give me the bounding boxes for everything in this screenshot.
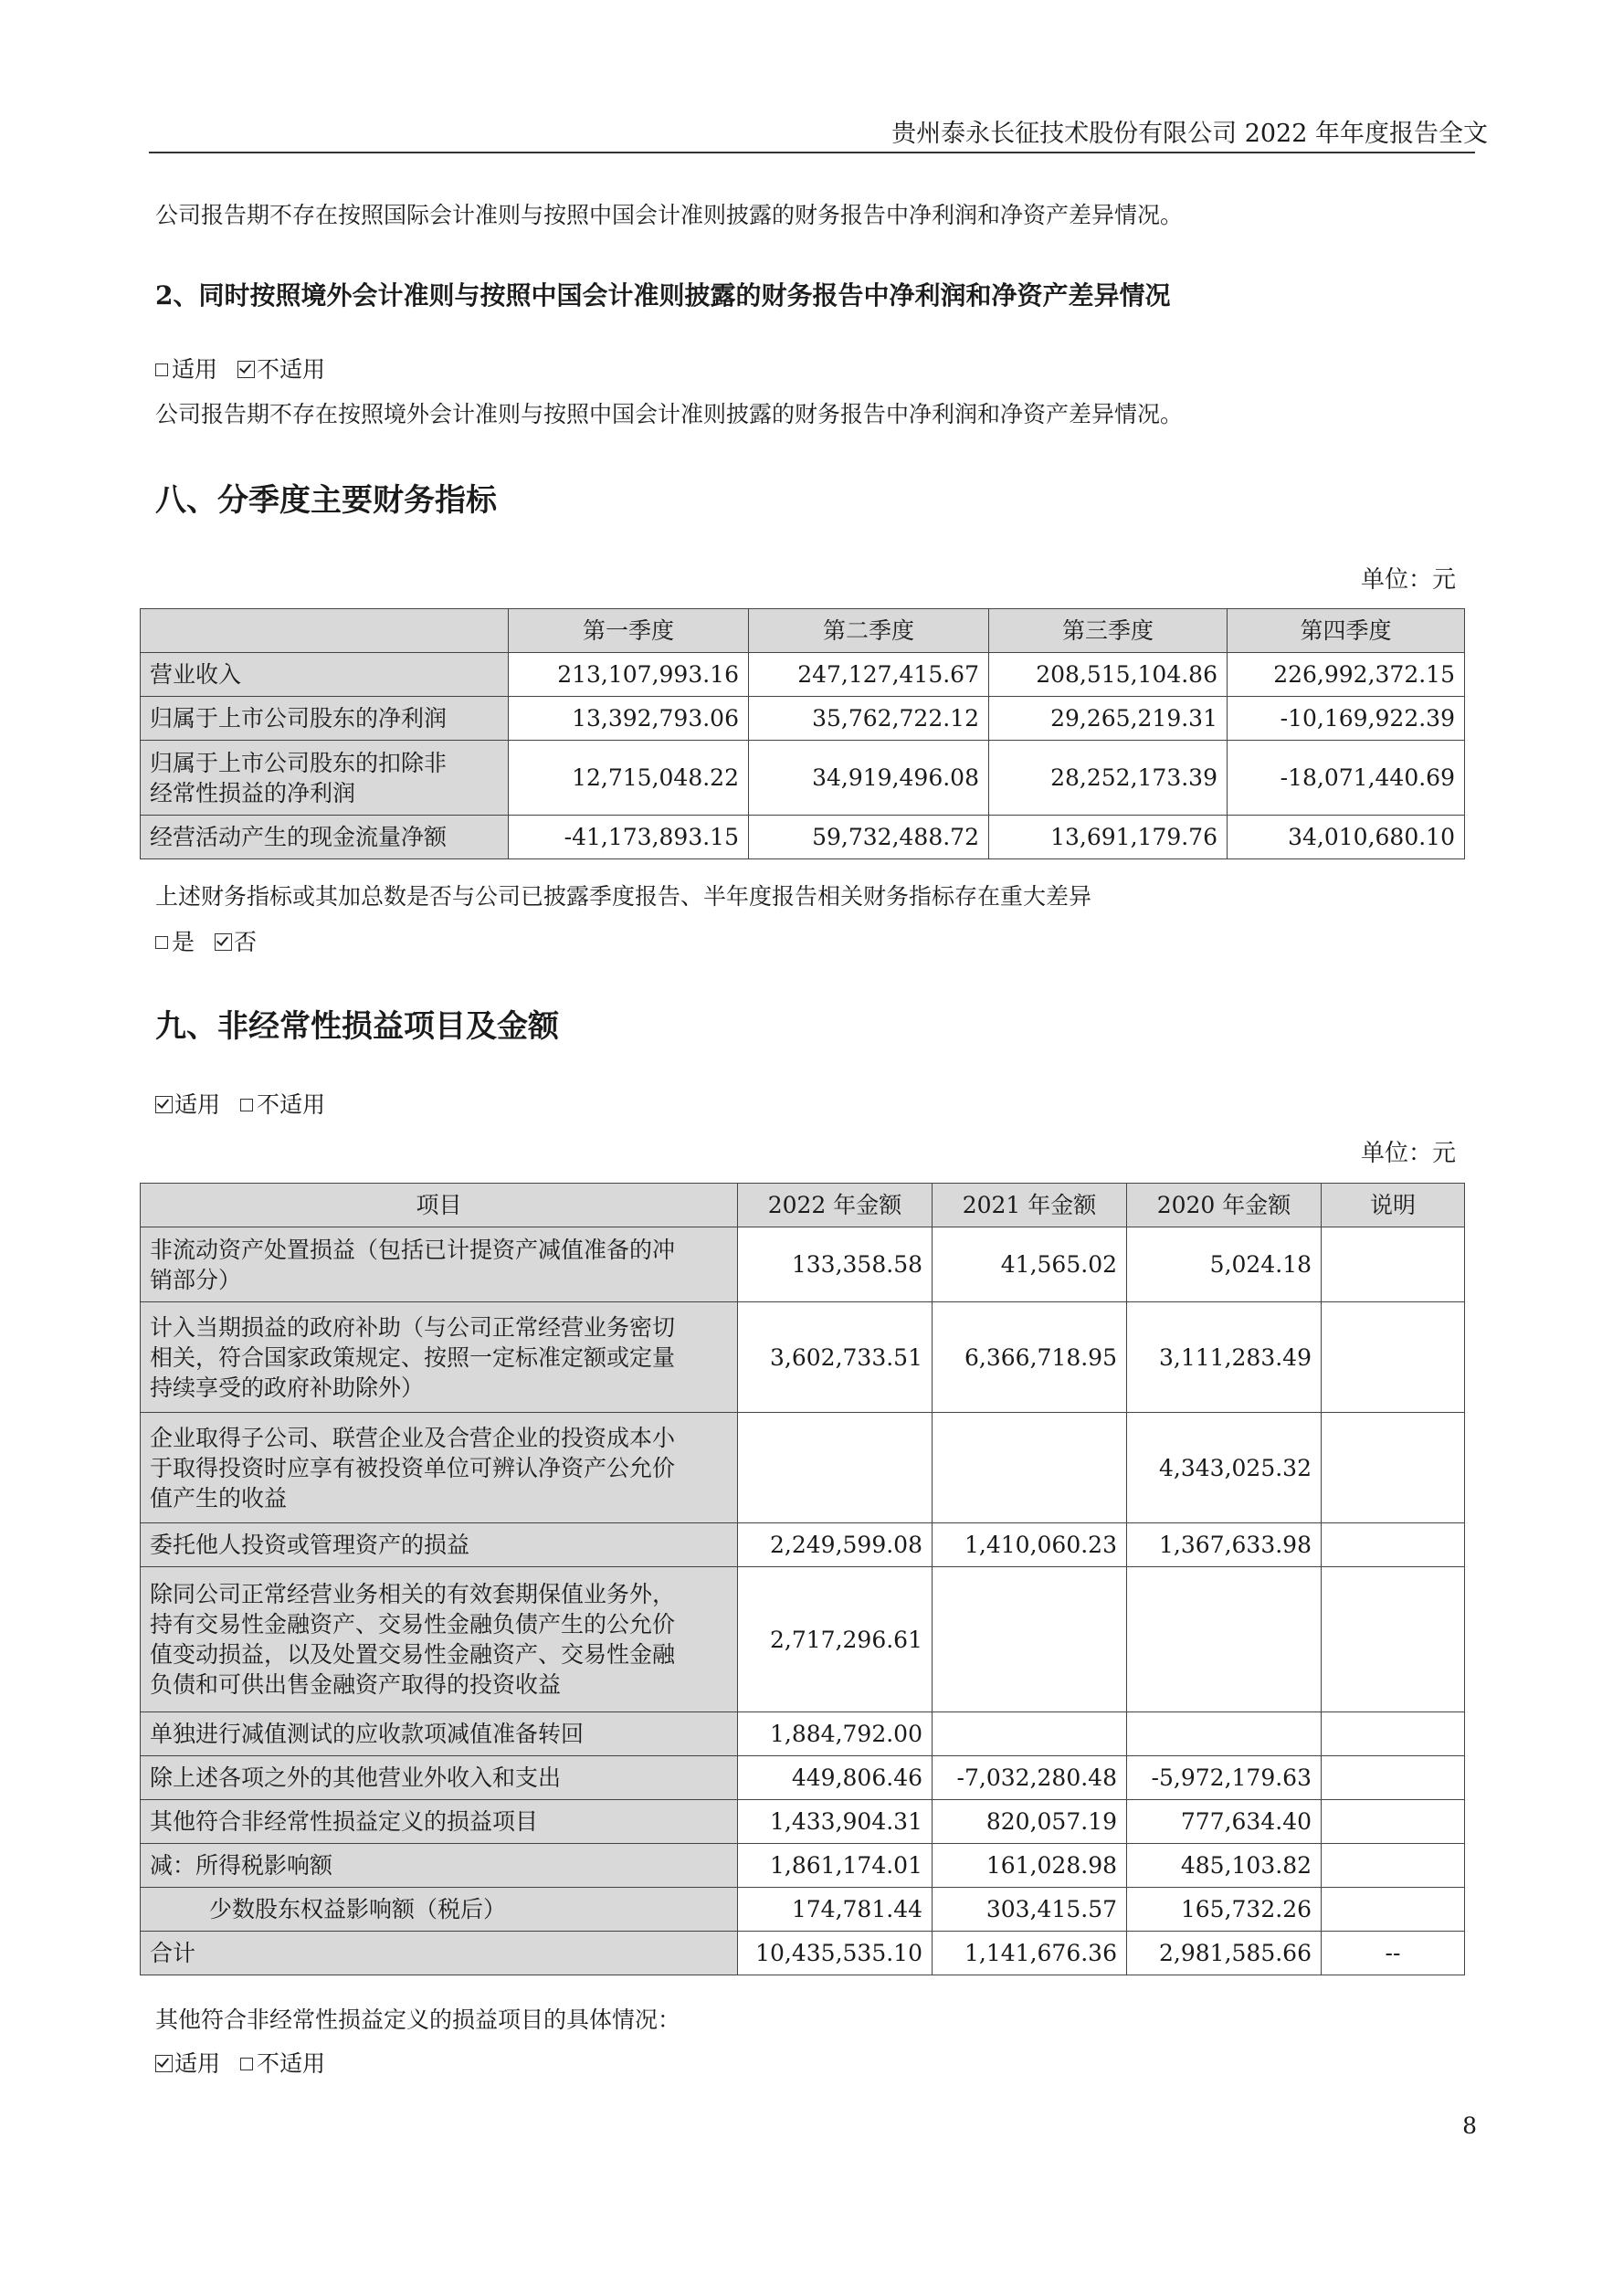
- value-cell: [1127, 1567, 1322, 1712]
- table-row: [141, 1567, 1465, 1712]
- option-not-applicable-label: 不适用: [257, 1091, 326, 1118]
- remark-cell: [1322, 1413, 1465, 1523]
- unchecked-box-icon[interactable]: [240, 2058, 253, 2070]
- value-cell: 59,732,488.72: [749, 816, 989, 859]
- row-label: 单独进行减值测试的应收款项减值准备转回: [141, 1712, 738, 1756]
- remark-cell: --: [1322, 1932, 1465, 1975]
- section8-heading: 八、分季度主要财务指标: [155, 482, 497, 519]
- option-yes-label: 是: [172, 929, 195, 955]
- header-cell: 2021 年金额: [933, 1184, 1127, 1227]
- table-row: [141, 1413, 1465, 1523]
- unchecked-box-icon[interactable]: [155, 363, 168, 376]
- option-not-applicable-label: 不适用: [257, 2050, 326, 2077]
- header-cell: [141, 609, 509, 653]
- checked-box-icon[interactable]: [215, 933, 232, 951]
- remark-cell: [1322, 1567, 1465, 1712]
- value-cell: -7,032,280.48: [933, 1756, 1127, 1800]
- remark-cell: [1322, 1712, 1465, 1756]
- value-cell: 2,981,585.66: [1127, 1932, 1322, 1975]
- sub2-heading: 2、同时按照境外会计准则与按照中国会计准则披露的财务报告中净利润和净资产差异情况: [155, 280, 1171, 311]
- section9-footer-note: 其他符合非经常性损益定义的损益项目的具体情况：: [155, 2006, 681, 2033]
- option-applicable-label: 适用: [174, 2050, 221, 2077]
- value-cell: [933, 1413, 1127, 1523]
- option-not-applicable-label: 不适用: [257, 356, 326, 383]
- value-cell: 3,111,283.49: [1127, 1302, 1322, 1413]
- row-label: 委托他人投资或管理资产的损益: [141, 1523, 738, 1567]
- value-cell: 208,515,104.86: [989, 653, 1228, 697]
- row-label: 减：所得税影响额: [141, 1844, 738, 1888]
- row-label: 企业取得子公司、联营企业及合营企业的投资成本小 于取得投资时应享有被投资单位可辨认净资产公允价 值产生的收益: [141, 1413, 738, 1523]
- header-cell: 第三季度: [989, 609, 1228, 653]
- value-cell: 12,715,048.22: [509, 741, 749, 816]
- section8-unit: 单位：元: [1360, 566, 1456, 594]
- row-label: 非流动资产处置损益（包括已计提资产减值准备的冲 销部分）: [141, 1227, 738, 1302]
- remark-cell: [1322, 1844, 1465, 1888]
- non-recurring-table: [140, 1183, 1465, 1975]
- para-intl-standards: 公司报告期不存在按照国际会计准则与按照中国会计准则披露的财务报告中净利润和净资产差异情况。: [155, 202, 1184, 228]
- section8-note: 上述财务指标或其加总数是否与公司已披露季度报告、半年度报告相关财务指标存在重大差异: [155, 883, 1092, 910]
- section9-footer-options: [155, 2046, 325, 2079]
- value-cell: 303,415.57: [933, 1888, 1127, 1932]
- section9-unit: 单位：元: [1360, 1140, 1456, 1167]
- table-header-row: [141, 609, 1465, 653]
- value-cell: 1,884,792.00: [738, 1712, 933, 1756]
- header-cell: 第一季度: [509, 609, 749, 653]
- option-no-label: 否: [234, 929, 258, 955]
- row-label: 其他符合非经常性损益定义的损益项目: [141, 1800, 738, 1844]
- value-cell: 133,358.58: [738, 1227, 933, 1302]
- row-label: 计入当期损益的政府补助（与公司正常经营业务密切 相关，符合国家政策规定、按照一定标准定额或定量 持续享受的政府补助除外）: [141, 1302, 738, 1413]
- table-row: [141, 1302, 1465, 1413]
- value-cell: 34,919,496.08: [749, 741, 989, 816]
- table-total-row: [141, 1932, 1465, 1975]
- value-cell: 777,634.40: [1127, 1800, 1322, 1844]
- checked-box-icon[interactable]: [155, 1096, 173, 1113]
- option-applicable-label: 适用: [174, 1091, 221, 1118]
- value-cell: 1,861,174.01: [738, 1844, 933, 1888]
- row-label: 除同公司正常经营业务相关的有效套期保值业务外， 持有交易性金融资产、交易性金融负债产生的公允价 值变动损益，以及处置交易性金融资产、交易性金融 负债和可供出售金融资产取得的投资收益: [141, 1567, 738, 1712]
- sub2-paragraph: 公司报告期不存在按照境外会计准则与按照中国会计准则披露的财务报告中净利润和净资产差异情况。: [155, 401, 1184, 427]
- header-cell: 说明: [1322, 1184, 1465, 1227]
- row-label: 经营活动产生的现金流量净额: [141, 816, 509, 859]
- value-cell: 161,028.98: [933, 1844, 1127, 1888]
- header-cell: 第四季度: [1228, 609, 1465, 653]
- unchecked-box-icon[interactable]: [155, 936, 168, 949]
- value-cell: 1,433,904.31: [738, 1800, 933, 1844]
- table-row: [141, 697, 1465, 741]
- value-cell: 1,410,060.23: [933, 1523, 1127, 1567]
- value-cell: 28,252,173.39: [989, 741, 1228, 816]
- header-cell: 2022 年金额: [738, 1184, 933, 1227]
- value-cell: 6,366,718.95: [933, 1302, 1127, 1413]
- value-cell: [738, 1413, 933, 1523]
- header-rule: [149, 152, 1475, 153]
- value-cell: [1127, 1712, 1322, 1756]
- section9-options: [155, 1087, 325, 1120]
- value-cell: 174,781.44: [738, 1888, 933, 1932]
- row-label: 少数股东权益影响额（税后）: [141, 1888, 738, 1932]
- value-cell: 213,107,993.16: [509, 653, 749, 697]
- page-header-title: 贵州泰永长征技术股份有限公司 2022 年年度报告全文: [891, 120, 1488, 148]
- table-row: [141, 741, 1465, 816]
- value-cell: -10,169,922.39: [1228, 697, 1465, 741]
- section9-heading: 九、非经常性损益项目及金额: [155, 1008, 559, 1045]
- value-cell: 165,732.26: [1127, 1888, 1322, 1932]
- table-row: [141, 1844, 1465, 1888]
- value-cell: 1,367,633.98: [1127, 1523, 1322, 1567]
- value-cell: 10,435,535.10: [738, 1932, 933, 1975]
- value-cell: -41,173,893.15: [509, 816, 749, 859]
- table-row: [141, 1888, 1465, 1932]
- value-cell: 247,127,415.67: [749, 653, 989, 697]
- table-row: [141, 1712, 1465, 1756]
- unchecked-box-icon[interactable]: [240, 1099, 253, 1111]
- remark-cell: [1322, 1302, 1465, 1413]
- remark-cell: [1322, 1227, 1465, 1302]
- table-row: [141, 1756, 1465, 1800]
- table-row: [141, 816, 1465, 859]
- value-cell: 41,565.02: [933, 1227, 1127, 1302]
- table-header-row: [141, 1184, 1465, 1227]
- table-row: [141, 1227, 1465, 1302]
- header-cell: 第二季度: [749, 609, 989, 653]
- checked-box-icon[interactable]: [237, 361, 255, 378]
- quarterly-table: [140, 608, 1465, 859]
- sub2-options: [155, 352, 325, 384]
- row-label: 归属于上市公司股东的扣除非 经常性损益的净利润: [141, 741, 509, 816]
- value-cell: 1,141,676.36: [933, 1932, 1127, 1975]
- checked-box-icon[interactable]: [155, 2055, 173, 2072]
- header-cell: 2020 年金额: [1127, 1184, 1322, 1227]
- value-cell: [933, 1712, 1127, 1756]
- section8-options: [155, 924, 257, 957]
- remark-cell: [1322, 1756, 1465, 1800]
- value-cell: 3,602,733.51: [738, 1302, 933, 1413]
- table-row: [141, 1523, 1465, 1567]
- value-cell: 34,010,680.10: [1228, 816, 1465, 859]
- option-applicable-label: 适用: [172, 356, 218, 383]
- value-cell: 29,265,219.31: [989, 697, 1228, 741]
- remark-cell: [1322, 1888, 1465, 1932]
- row-label: 归属于上市公司股东的净利润: [141, 697, 509, 741]
- value-cell: 226,992,372.15: [1228, 653, 1465, 697]
- value-cell: 485,103.82: [1127, 1844, 1322, 1888]
- value-cell: 820,057.19: [933, 1800, 1127, 1844]
- value-cell: 449,806.46: [738, 1756, 933, 1800]
- value-cell: 35,762,722.12: [749, 697, 989, 741]
- value-cell: -18,071,440.69: [1228, 741, 1465, 816]
- value-cell: [933, 1567, 1127, 1712]
- value-cell: 13,392,793.06: [509, 697, 749, 741]
- table-row: [141, 1800, 1465, 1844]
- value-cell: 2,717,296.61: [738, 1567, 933, 1712]
- row-label: 除上述各项之外的其他营业外收入和支出: [141, 1756, 738, 1800]
- table-row: [141, 653, 1465, 697]
- page-number: 8: [1462, 2112, 1477, 2139]
- value-cell: 13,691,179.76: [989, 816, 1228, 859]
- remark-cell: [1322, 1800, 1465, 1844]
- value-cell: 2,249,599.08: [738, 1523, 933, 1567]
- remark-cell: [1322, 1523, 1465, 1567]
- value-cell: -5,972,179.63: [1127, 1756, 1322, 1800]
- value-cell: 4,343,025.32: [1127, 1413, 1322, 1523]
- value-cell: 5,024.18: [1127, 1227, 1322, 1302]
- header-cell: 项目: [141, 1184, 738, 1227]
- row-label: 合计: [141, 1932, 738, 1975]
- row-label: 营业收入: [141, 653, 509, 697]
